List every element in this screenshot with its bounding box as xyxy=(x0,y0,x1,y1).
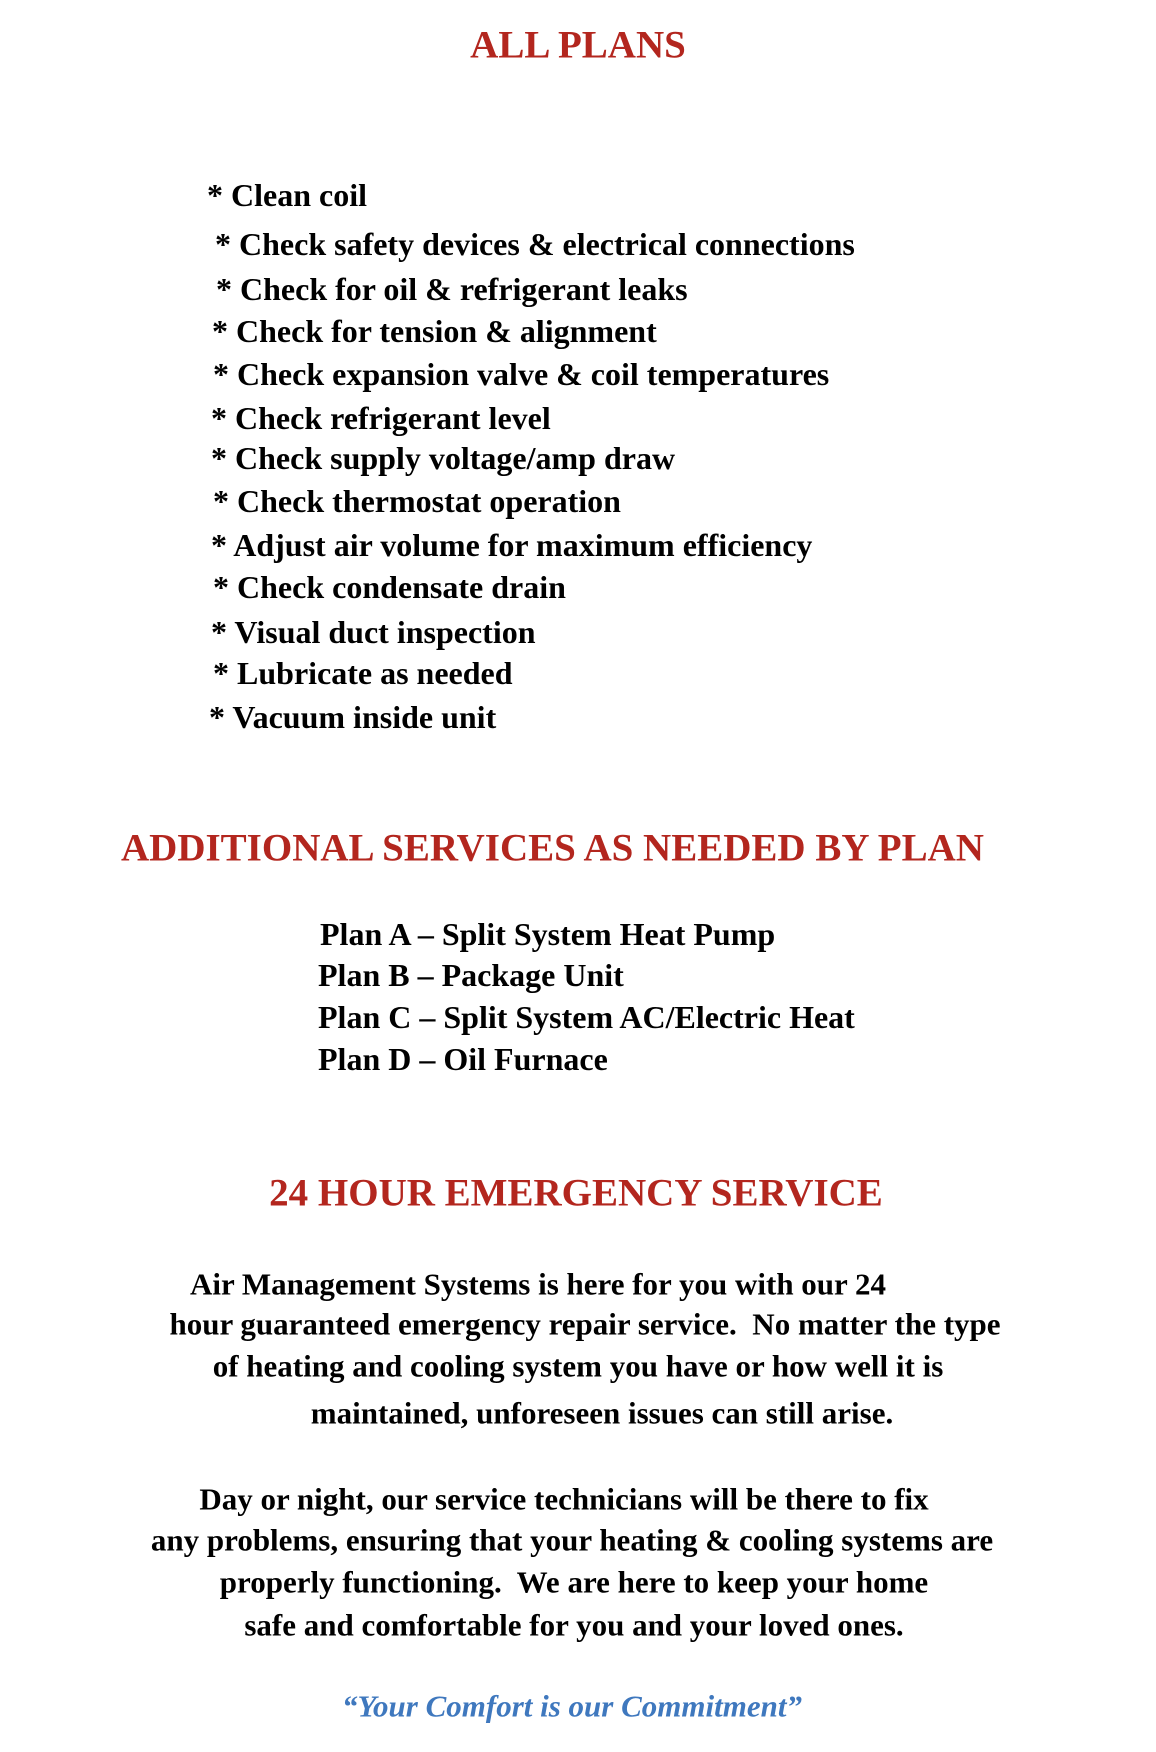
list-item: * Check expansion valve & coil temperatures xyxy=(205,356,830,392)
plan-item: Plan C – Split System AC/Electric Heat xyxy=(318,999,855,1035)
paragraph-line: any problems, ensuring that your heating & cooling systems are xyxy=(150,1522,994,1558)
all-plans-heading: ALL PLANS xyxy=(470,23,686,67)
list-item: * Visual duct inspection xyxy=(211,614,536,650)
list-item: * Check refrigerant level xyxy=(211,400,551,436)
list-item: * Vacuum inside unit xyxy=(209,699,497,735)
list-item: * Check condensate drain xyxy=(205,569,566,605)
list-item: * Lubricate as needed xyxy=(205,655,513,691)
paragraph-line: safe and comfortable for you and your loved ones. xyxy=(244,1607,904,1643)
paragraph-line: Air Management Systems is here for you with our 24 xyxy=(189,1266,887,1302)
list-item: * Check for tension & alignment xyxy=(212,313,657,349)
plan-item: Plan B – Package Unit xyxy=(318,957,624,993)
additional-services-heading: ADDITIONAL SERVICES AS NEEDED BY PLAN xyxy=(121,826,984,870)
list-item: * Clean coil xyxy=(207,177,367,213)
list-item: * Adjust air volume for maximum efficiency xyxy=(211,527,813,563)
paragraph-line: maintained, unforeseen issues can still arise. xyxy=(310,1395,894,1431)
paragraph-line: of heating and cooling system you have or how well it is xyxy=(212,1348,944,1384)
list-item: * Check safety devices & electrical connections xyxy=(207,226,855,262)
list-item: * Check supply voltage/amp draw xyxy=(211,440,676,476)
emergency-heading: 24 HOUR EMERGENCY SERVICE xyxy=(269,1171,883,1215)
plan-item: Plan D – Oil Furnace xyxy=(318,1041,608,1077)
paragraph-line: hour guaranteed emergency repair service. No matter the type xyxy=(169,1306,1001,1342)
list-item: * Check thermostat operation xyxy=(205,483,621,519)
paragraph-line: Day or night, our service technicians will be there to fix xyxy=(199,1481,929,1517)
paragraph-line: properly functioning. We are here to keep your home xyxy=(219,1564,929,1600)
plan-item: Plan A – Split System Heat Pump xyxy=(320,916,776,952)
list-item: * Check for oil & refrigerant leaks xyxy=(208,271,688,307)
slogan: “Your Comfort is our Commitment” xyxy=(342,1688,802,1724)
